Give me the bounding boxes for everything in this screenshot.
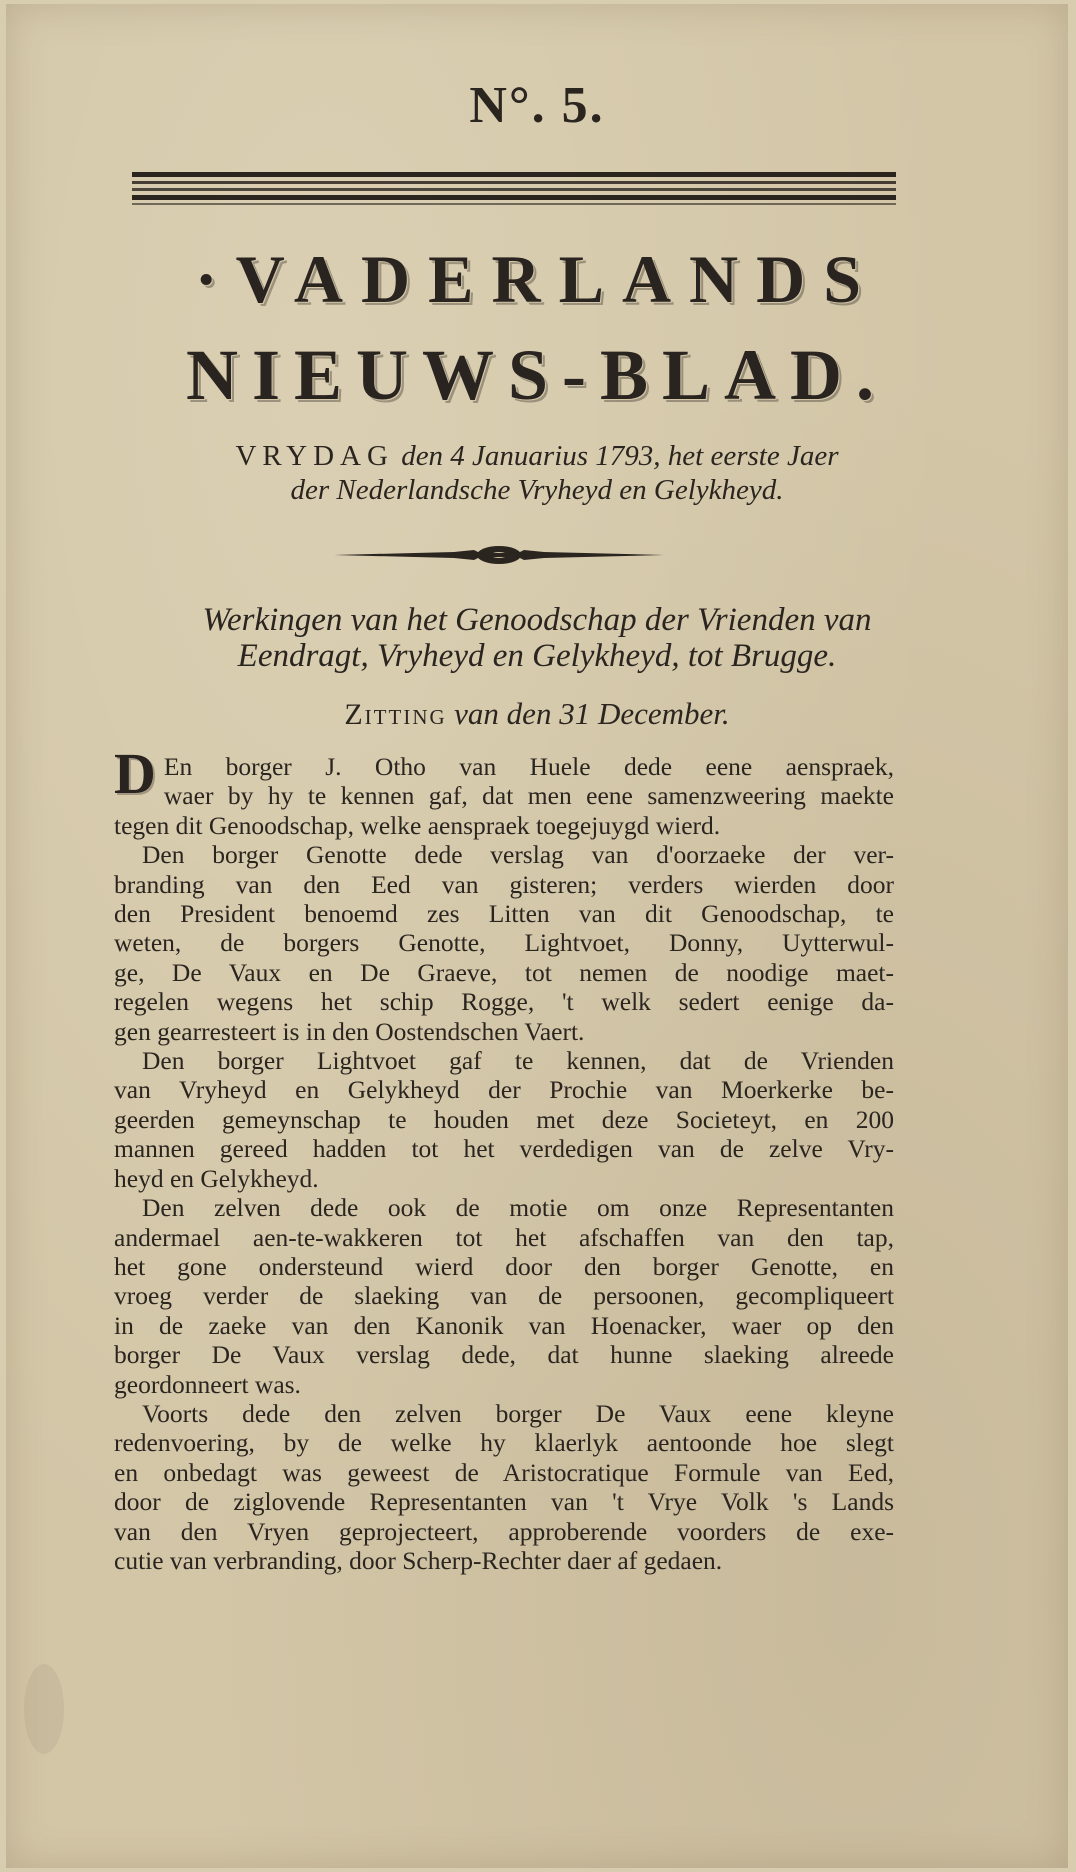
text-line: Voorts dede den zelven borger De Vaux eene kleyne <box>142 1398 894 1428</box>
text-line: ge, De Vaux en De Graeve, tot nemen de noodige maet- <box>114 957 894 987</box>
text-line: cutie van verbranding, door Scherp-Rechter daer af gedaen. <box>114 1545 723 1575</box>
text-line: redenvoering, by de welke hy klaerlyk aentoonde hoe slegt <box>114 1428 894 1458</box>
article-paragraph <box>114 1046 894 1193</box>
section-title-line1: Werkingen van het Genoodschap der Vrienden van <box>202 602 872 638</box>
dateline-line1 <box>6 440 1068 473</box>
text-line: door de ziglovende Representanten van 't Vrye Volk 's Lands <box>114 1487 894 1517</box>
text-line: in de zaeke van den Kanonik van Hoenacker, waer op den <box>114 1310 894 1340</box>
article-paragraph <box>114 840 894 1046</box>
dateline-year-text: der Nederlandsche Vryheyd en Gelykheyd. <box>290 474 784 506</box>
masthead-title-line2: NIEUWS-BLAD. <box>185 335 889 415</box>
dateline-date: den 4 Januarius 1793, het eerste Jaer <box>401 440 839 472</box>
article-paragraph <box>114 741 894 840</box>
text-line: branding van den Eed van gisteren; verders wierden door <box>114 869 894 899</box>
text-line: Den zelven dede ook de motie om onze Representanten <box>142 1193 894 1223</box>
text-line: geerden gemeynschap te houden met deze Societeyt, en 200 <box>114 1104 894 1134</box>
text-line: Den borger Genotte dede verslag van d'oorzaeke der ver- <box>142 840 894 870</box>
article-body <box>114 741 894 1575</box>
ornamental-divider <box>334 544 664 566</box>
text-line: heyd en Gelykheyd. <box>114 1163 319 1193</box>
text-line: gen gearresteert is in den Oostendschen Vaert. <box>114 1016 585 1046</box>
text-line: vroeg verder de slaeking van de persoonen, gecompliqueert <box>114 1281 894 1311</box>
text-line: regelen wegens het schip Rogge, 't welk sedert eenige da- <box>114 987 894 1017</box>
text-line: den President benoemd zes Litten van dit Genoodschap, te <box>114 899 894 929</box>
text-line: en onbedagt was geweest de Aristocratique Formule van Eed, <box>114 1457 894 1487</box>
dateline-day: VRYDAG <box>235 440 394 472</box>
section-title-line2: Eendragt, Vryheyd en Gelykheyd, tot Brugge. <box>237 638 837 674</box>
text-line: borger De Vaux verslag dede, dat hunne slaeking alreede <box>114 1340 894 1370</box>
text-line: andermael aen-te-wakkeren tot het afschaffen van den tap, <box>114 1222 894 1252</box>
session-heading <box>6 696 1068 732</box>
masthead-title-line1: ·VADERLANDS <box>194 241 880 317</box>
text-line: mannen gereed hadden tot het verdedigen van de zelve Vry- <box>114 1134 894 1164</box>
text-line: van den Vryen geprojecteert, approberende voorders de exe- <box>114 1516 894 1546</box>
text-line: geordonneert was. <box>114 1369 301 1399</box>
text-line: waer by hy te kennen gaf, dat men eene samenzweering maekte <box>163 781 894 811</box>
text-line: Den borger Lightvoet gaf te kennen, dat de Vrienden <box>142 1046 894 1076</box>
text-line: weten, de borgers Genotte, Lightvoet, Donny, Uytterwul- <box>114 928 894 958</box>
newspaper-page <box>6 4 1068 1868</box>
article-paragraph <box>114 1399 894 1575</box>
text-line: En borger J. Otho van Huele dede eene aenspraek, <box>163 752 894 781</box>
article-paragraph <box>114 1193 894 1399</box>
session-label: Zitting <box>344 698 447 731</box>
dateline-line2 <box>6 474 1068 507</box>
text-line: van Vryheyd en Gelykheyd der Prochie van Moerkerke be- <box>114 1075 894 1105</box>
issue-number: N°. 5. <box>469 77 605 134</box>
paper-stain <box>24 1664 64 1754</box>
masthead-rule <box>132 172 896 208</box>
session-date: van den 31 December. <box>454 696 730 731</box>
drop-cap: D <box>114 741 156 806</box>
text-line: het gone ondersteund wierd door den borger Genotte, en <box>114 1251 894 1281</box>
text-line: tegen dit Genoodschap, welke aenspraek toegejuygd wierd. <box>114 810 721 840</box>
